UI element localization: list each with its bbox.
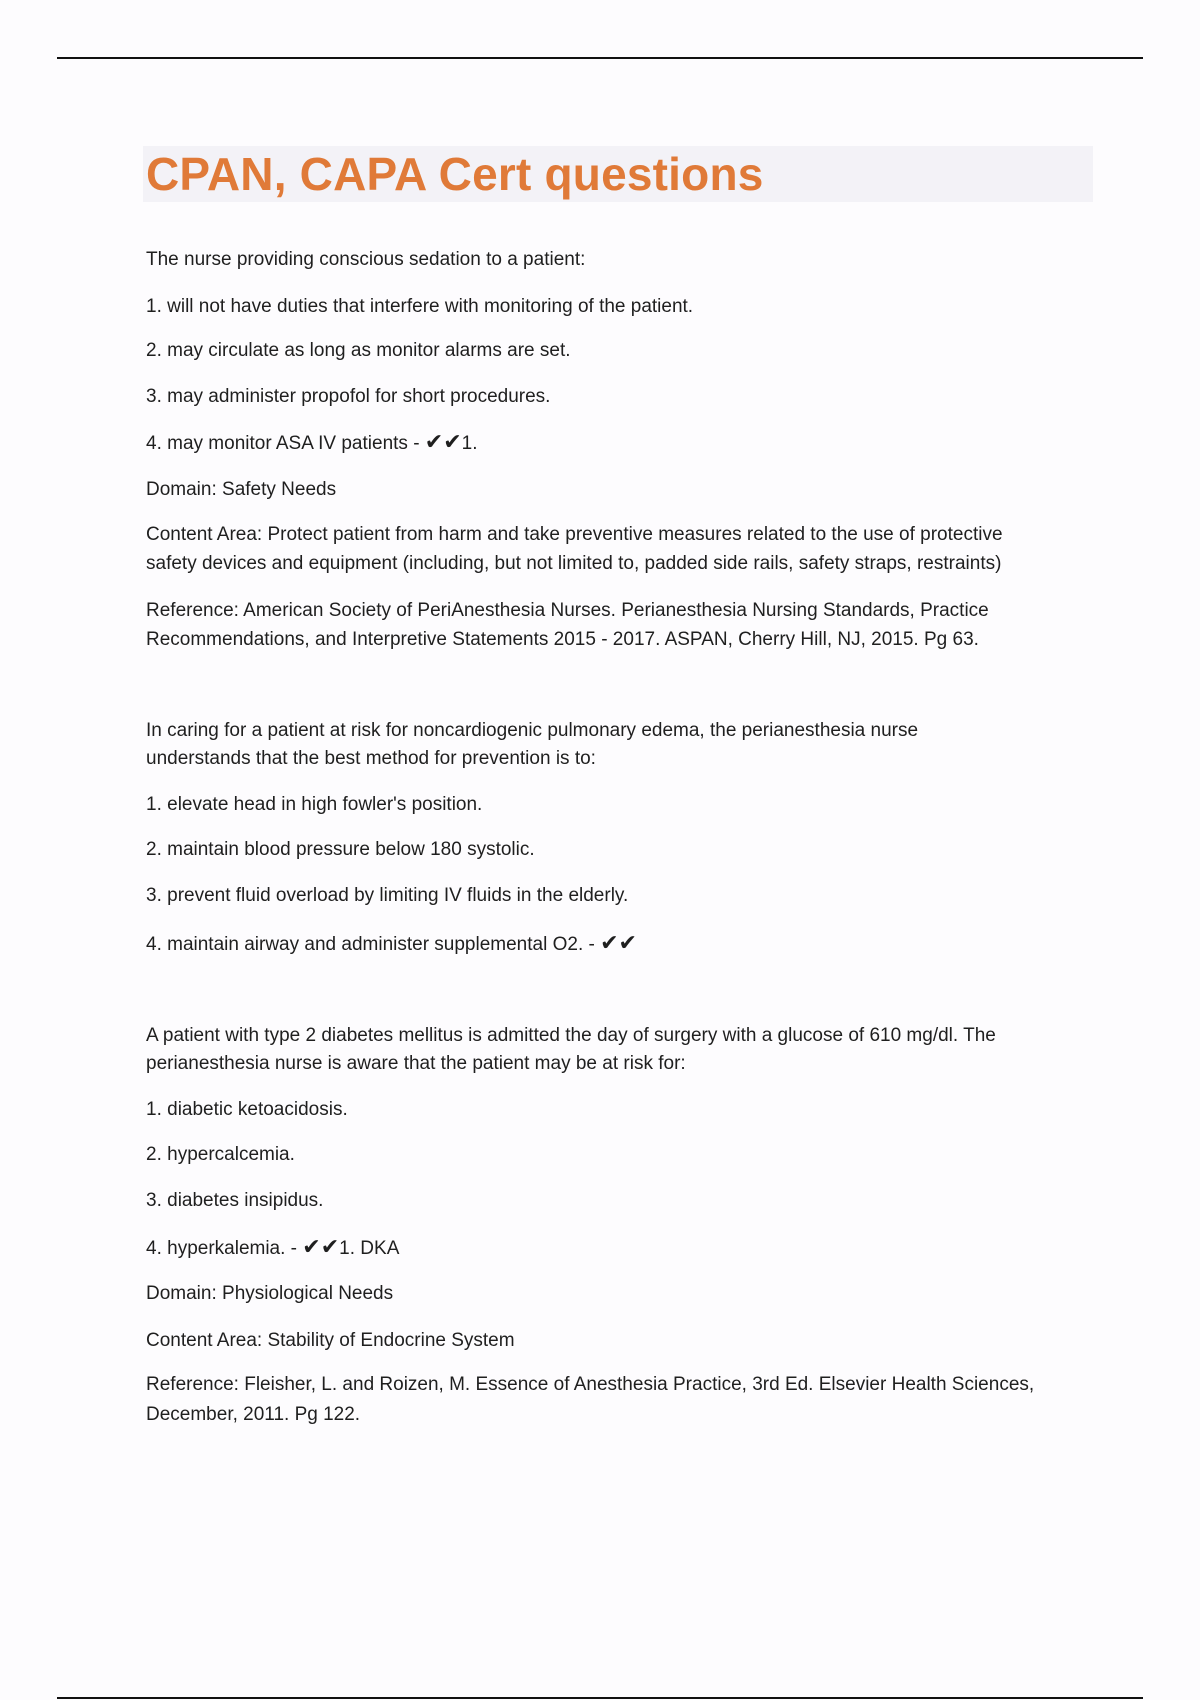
q2-option-4-line bbox=[146, 929, 637, 959]
q1-option-4-line bbox=[146, 428, 478, 458]
q1-option-4: 4. may monitor ASA IV patients - bbox=[146, 433, 420, 454]
q2-stem-line-1: In caring for a patient at risk for noncardiogenic pulmonary edema, the perianesthesia nurse bbox=[146, 720, 919, 741]
q2-option-1: 1. elevate head in high fowler's position. bbox=[146, 794, 483, 815]
top-rule bbox=[57, 57, 1143, 59]
q3-content: Content Area: Stability of Endocrine System bbox=[146, 1330, 515, 1351]
q1-stem: The nurse providing conscious sedation to a patient: bbox=[146, 249, 586, 270]
q1-answer: 1. bbox=[461, 433, 478, 454]
q1-reference-line-1: Reference: American Society of PeriAnesthesia Nurses. Perianesthesia Nursing Standards, Practice bbox=[146, 600, 989, 621]
q1-option-1: 1. will not have duties that interfere with monitoring of the patient. bbox=[146, 296, 694, 317]
q1-domain: Domain: Safety Needs bbox=[146, 479, 337, 500]
bottom-rule bbox=[57, 1697, 1143, 1699]
checkmark-icon: ✔✔ bbox=[424, 430, 462, 455]
q3-reference-line-2: December, 2011. Pg 122. bbox=[146, 1404, 361, 1425]
q3-stem-line-1: A patient with type 2 diabetes mellitus is admitted the day of surgery with a glucose of 610 mg/dl. The bbox=[146, 1025, 996, 1046]
q1-content-line-1: Content Area: Protect patient from harm and take preventive measures related to the use of protective bbox=[146, 524, 1003, 545]
q3-domain: Domain: Physiological Needs bbox=[146, 1283, 394, 1304]
document-title: CPAN, CAPA Cert questions bbox=[146, 148, 764, 200]
q3-reference-line-1: Reference: Fleisher, L. and Roizen, M. Essence of Anesthesia Practice, 3rd Ed. Elsevier Health Sciences, bbox=[146, 1374, 1035, 1395]
q3-option-4-line bbox=[146, 1233, 399, 1263]
q1-option-2: 2. may circulate as long as monitor alarms are set. bbox=[146, 340, 571, 361]
q3-option-4: 4. hyperkalemia. - bbox=[146, 1238, 298, 1259]
q3-option-2: 2. hypercalcemia. bbox=[146, 1144, 295, 1165]
checkmark-icon: ✔✔ bbox=[600, 931, 637, 956]
q1-option-3: 3. may administer propofol for short procedures. bbox=[146, 386, 551, 407]
q2-option-3: 3. prevent fluid overload by limiting IV fluids in the elderly. bbox=[146, 885, 629, 906]
q2-option-4: 4. maintain airway and administer supplemental O2. - bbox=[146, 934, 595, 955]
q2-stem-line-2: understands that the best method for prevention is to: bbox=[146, 748, 596, 769]
q3-answer: 1. DKA bbox=[339, 1238, 400, 1259]
checkmark-icon: ✔✔ bbox=[302, 1235, 340, 1260]
q1-reference-line-2: Recommendations, and Interpretive Statements 2015 - 2017. ASPAN, Cherry Hill, NJ, 2015. Pg 63. bbox=[146, 629, 979, 650]
q3-stem-line-2: perianesthesia nurse is aware that the patient may be at risk for: bbox=[146, 1053, 686, 1074]
q3-option-3: 3. diabetes insipidus. bbox=[146, 1190, 324, 1211]
q1-content-line-2: safety devices and equipment (including, but not limited to, padded side rails, safety straps, restraints) bbox=[146, 553, 1002, 574]
q2-option-2: 2. maintain blood pressure below 180 systolic. bbox=[146, 839, 535, 860]
q3-option-1: 1. diabetic ketoacidosis. bbox=[146, 1099, 348, 1120]
